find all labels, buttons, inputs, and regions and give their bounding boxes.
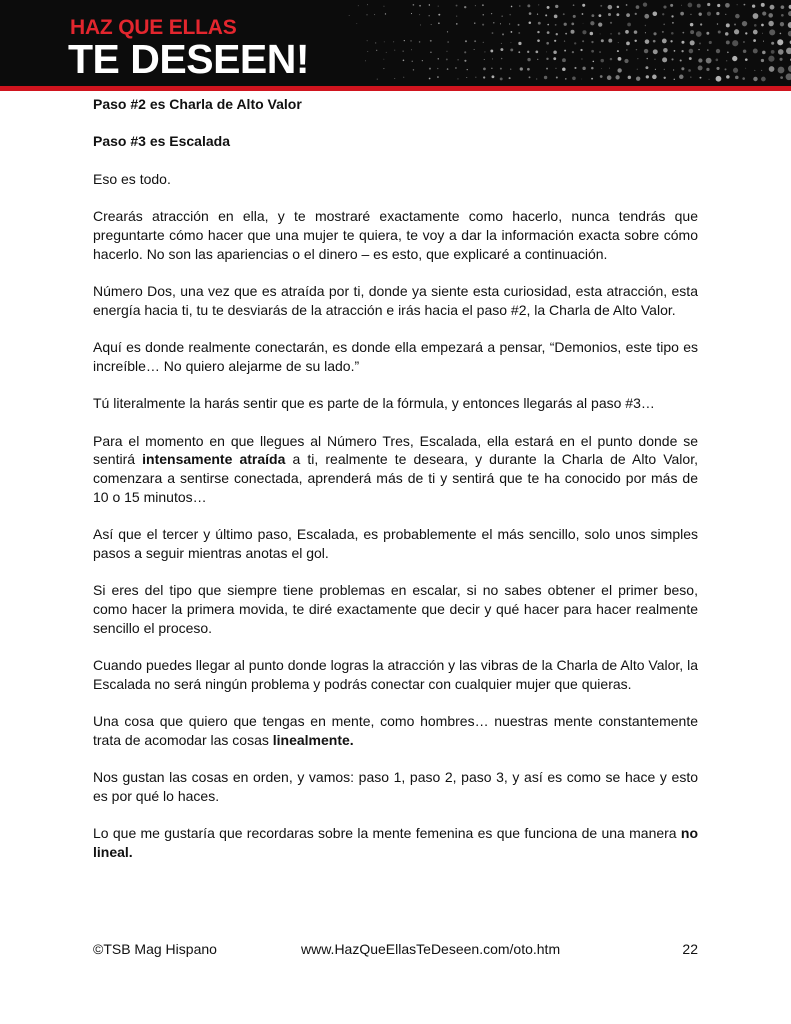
paragraph-7: Así que el tercer y último paso, Escalada, es probablemente el más sencillo, solo unos simples pasos a seguir mientras anotas el gol. (93, 526, 698, 561)
heading-paso-2 (93, 95, 698, 114)
footer-url: www.HazQueEllasTeDeseen.com/oto.htm (301, 941, 561, 957)
paragraph-12-bold: no lineal. (93, 825, 698, 860)
paragraph-9: Cuando puedes llegar al punto donde logras la atracción y las vibras de la Charla de Alto Valor, la Escalada no será ningún problema y podrás conectar con cualquier mujer que quieras. (93, 656, 698, 692)
logo-line-2: TE DESEEN! (68, 36, 310, 82)
paragraph-6-part-a: Para el momento en que llegues al Número Tres, Escalada, ella estará en el punto donde se sentirá (93, 432, 698, 468)
logo-line-1: HAZ QUE ELLAS (70, 16, 237, 39)
paragraph-2: Crearás atracción en ella, y te mostraré exactamente como hacerlo, nunca tendrás que preguntarte cómo hacer que una mujer te quiera, te voy a dar la información exacta sobre cómo hacerlo. No son las apariencias o el dinero – es esto, que explicaré a continuación. (93, 208, 698, 262)
header-red-band (0, 86, 791, 91)
paragraph-12 (93, 824, 698, 861)
paragraph-6-part-b: a ti, realmente te deseara, y durante la Charla de Alto Valor, comenzara a sentirse conectada, aprenderá más de ti y sentirá que te ha conocido por más de 10 o 15 minutos… (93, 451, 698, 505)
paragraph-3: Número Dos, una vez que es atraída por ti, donde ya siente esta curiosidad, esta atracción, esta energía hacia ti, tu te desviarás de la atracción e irás hacia el paso #2, la Charla de Alto Valor. (93, 282, 698, 318)
paragraph-6-bold: intensamente atraída (142, 451, 286, 468)
paragraph-8: Si eres del tipo que siempre tiene problemas en escalar, si no sabes obtener el primer beso, como hacer la primera movida, te diré exactamente que decir y qué hacer para hacer realmente sencillo el proceso. (93, 582, 698, 636)
page-number: 22 (682, 941, 698, 957)
heading-paso-3-text: Paso #3 es Escalada (93, 133, 230, 150)
paragraph-10-bold: linealmente. (272, 731, 354, 748)
heading-paso-2-text: Paso #2 es Charla de Alto Valor (93, 96, 302, 112)
paragraph-10 (93, 712, 698, 749)
paragraph-11: Nos gustan las cosas en orden, y vamos: paso 1, paso 2, paso 3, y así es como se hace y esto es por qué lo haces. (93, 769, 698, 804)
paragraph-6 (93, 432, 698, 507)
paragraph-10-part-a: Una cosa que quiero que tengas en mente, como hombres… nuestras mente constantemente trata de acomodar las cosas (93, 713, 698, 748)
paragraph-12-part-a: Lo que me gustaría que recordaras sobre la mente femenina es que funciona de una manera (93, 825, 681, 842)
footer-copyright: ©TSB Mag Hispano (93, 941, 217, 957)
page-footer (93, 941, 698, 961)
document-body (93, 95, 698, 862)
heading-paso-3 (93, 132, 698, 151)
halftone-dots-decoration (291, 0, 791, 86)
page-header (0, 0, 791, 86)
paragraph-4: Aquí es donde realmente conectarán, es donde ella empezará a pensar, “Demonios, este tipo es increíble… No quiero alejarme de su lado.” (93, 339, 698, 374)
paragraph-1: Eso es todo. (93, 170, 171, 187)
paragraph-5: Tú literalmente la harás sentir que es parte de la fórmula, y entonces llegarás al paso #3… (93, 395, 655, 412)
